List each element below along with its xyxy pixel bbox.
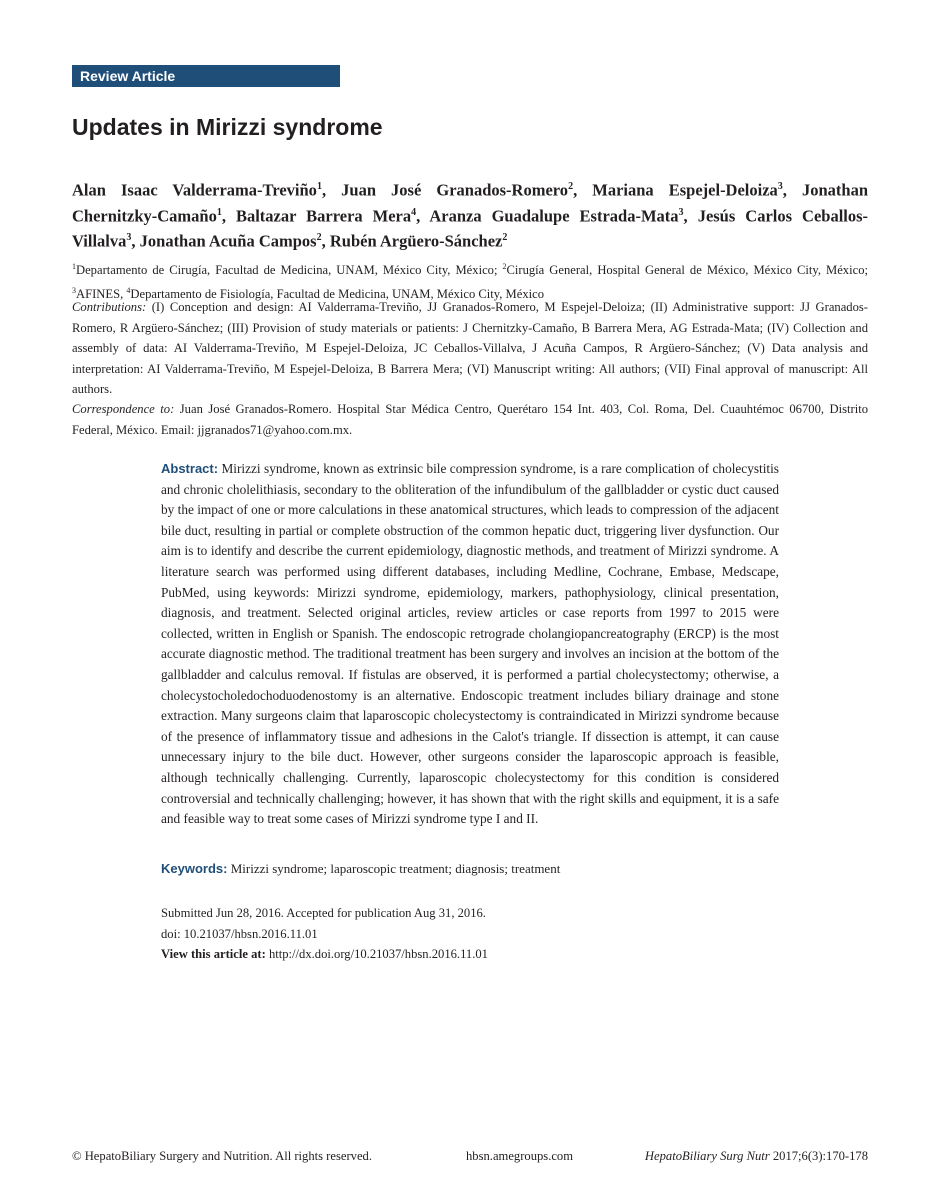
page-footer <box>72 1145 868 1167</box>
author-name: Jonathan Chernitzky-Camaño <box>72 180 869 225</box>
author-name: Jonathan Acuña Campos <box>139 231 317 251</box>
author-affiliation-mark: 3 <box>678 206 684 218</box>
affiliation-text: Departamento de Fisiología, Facultad de Medicina, UNAM, México City, México <box>130 286 545 301</box>
affiliation-number: 1 <box>72 262 76 271</box>
view-article-link[interactable]: http://dx.doi.org/10.21037/hbsn.2016.11.01 <box>265 947 488 961</box>
author-affiliation-mark: 4 <box>411 206 417 218</box>
author-name: Baltazar Barrera Mera <box>235 206 412 225</box>
correspondence <box>72 399 868 440</box>
contributions-label: Contributions: <box>72 300 147 314</box>
author-affiliation-mark: 1 <box>316 181 322 192</box>
contributions-text: (I) Conception and design: AI Valderrama-Treviño, JJ Granados-Romero, M Espejel-Deloiza; (II) Administrative support: JJ Granados-Romero, R Argüero-Sánchez; (III) Provision of study materials or patients: J Chernitzky-Camaño, B Barrera Mera, AG Estrada-Mata; (IV) Collection and assembly of data: AI Valderrama-Treviño, M Espejel-Deloiza, JC Ceballos-Villalva, J Acuña Campos, R Argüero-Sánchez; (V) Data analysis and interpretation: AI Valderrama-Treviño, M Espejel-Deloiza, B Barrera Mera; (VI) Manuscript writing: All authors; (VII) Final approval of manuscript: All authors. <box>72 300 868 396</box>
article-title: Updates in Mirizzi syndrome <box>72 114 383 140</box>
author-affiliation-mark: 1 <box>216 206 222 218</box>
correspondence-text: Juan José Granados-Romero. Hospital Star Médica Centro, Querétaro 154 Int. 403, Col. Roma, Del. Cuauhtémoc 06700, Distrito Federal, México. Email: jjgranados71@yahoo.com.mx. <box>72 402 868 437</box>
affiliation-number: 2 <box>502 262 507 271</box>
doi: doi: 10.21037/hbsn.2016.11.01 <box>161 926 318 941</box>
affiliation-text: Departamento de Cirugía, Facultad de Medicina, UNAM, México City, México; <box>76 263 503 278</box>
footer-reference: 2017;6(3):170-178 <box>769 1149 868 1163</box>
author-name: Mariana Espejel-Deloiza <box>592 180 778 200</box>
view-article-label: View this article at: <box>161 947 266 961</box>
abstract <box>161 459 779 830</box>
footer-site[interactable]: hbsn.amegroups.com <box>466 1149 574 1163</box>
keywords-label: Keywords: <box>161 861 228 876</box>
affiliation-number: 4 <box>126 285 131 295</box>
author-affiliation-mark: 3 <box>126 232 132 243</box>
keywords <box>161 859 779 879</box>
submission-dates: Submitted Jun 28, 2016. Accepted for publication Aug 31, 2016. <box>161 906 486 920</box>
footer-citation <box>645 1145 868 1167</box>
author-name: Aranza Guadalupe Estrada-Mata <box>429 206 679 225</box>
submission-info <box>161 903 779 965</box>
author-name: Jesús Carlos Ceballos-Villalva <box>72 206 869 251</box>
keywords-text: Mirizzi syndrome; laparoscopic treatment; diagnosis; treatment <box>227 861 561 876</box>
author-name: Juan José Granados-Romero <box>341 180 569 200</box>
author-affiliation-mark: 3 <box>777 181 783 192</box>
view-article-line <box>161 944 779 965</box>
affiliation-text: AFINES, <box>76 286 127 301</box>
author-name: Rubén Argüero-Sánchez <box>329 231 503 251</box>
author-affiliation-mark: 2 <box>568 181 574 192</box>
affiliation-text: Cirugía General, Hospital General de México, México City, México; <box>506 263 868 278</box>
affiliation-number: 3 <box>72 285 76 295</box>
author-name: Alan Isaac Valderrama-Treviño <box>72 180 317 200</box>
abstract-text: Mirizzi syndrome, known as extrinsic bile compression syndrome, is a rare complication of cholecystitis and chronic cholelithiasis, secondary to the obliteration of the infundibulum of the gallbladder or cystic duct caused by the impact of one or more calculations in these anatomical structures, which leads to compression of the adjacent bile duct, resulting in partial or complete obstruction of the common hepatic duct, triggering liver dysfunction. Our aim is to identify and describe the current epidemiology, diagnostic methods, and treatment of Mirizzi syndrome. A literature search was performed using different databases, including Medline, Cochrane, Embase, Medscape, PubMed, using keywords: Mirizzi syndrome, epidemiology, markers, pathophysiology, clinical presentation, diagnosis, and treatment. Selected original articles, review articles or case reports from 1997 to 2015 were collected, written in English or Spanish. The endoscopic retrograde cholangiopancreatography (ERCP) is the most accurate diagnostic method. The traditional treatment has been surgery and involves an incision at the bottom of the gallbladder and calculus removal. If fistulas are observed, it is performed a partial cholecystectomy; otherwise, a cholecystocholedochoduodenostomy is an alternative. Endoscopic treatment includes biliary drainage and stone extraction. Many surgeons claim that laparoscopic cholecystectomy is contraindicated in Mirizzi syndrome because of the presence of inflammatory tissue and adhesions in the Calot's triangle. If dissection is attempt, it can cause unnecessary injury to the bile duct. However, other surgeons consider the laparoscopic approach is feasible, although technically challenging. Currently, laparoscopic cholecystectomy for this condition is considered controversial and technically challenging; however, it has shown that with the right skills and equipment, it is a safe and feasible way to treat some cases of Mirizzi syndrome type I and II. <box>161 461 779 827</box>
correspondence-label: Correspondence to: <box>72 402 175 416</box>
author-affiliation-mark: 2 <box>502 232 508 243</box>
author-list: Alan Isaac Valderrama-Treviño$^1$, Juan José Granados-Romero$^2$, Mariana Espejel-Deloiza$^3$, Jonathan Chernitzky-Camaño$^1$, Baltazar Barrera Mera$^4$, Aranza Guadalupe Estrada-Mata$^3$, Jesús Carlos Ceballos-Villalva$^3$, Jonathan Acuña Campos$^2$, Rubén Argüero-Sánchez$^2$ <box>72 180 869 251</box>
article-type-label: Review Article <box>72 65 340 87</box>
footer-copyright: © HepatoBiliary Surgery and Nutrition. All rights reserved. <box>72 1149 372 1163</box>
abstract-label: Abstract: <box>161 461 219 476</box>
footer-journal: HepatoBiliary Surg Nutr <box>644 1149 770 1163</box>
author-affiliation-mark: 2 <box>316 232 322 243</box>
contributions <box>72 297 868 400</box>
